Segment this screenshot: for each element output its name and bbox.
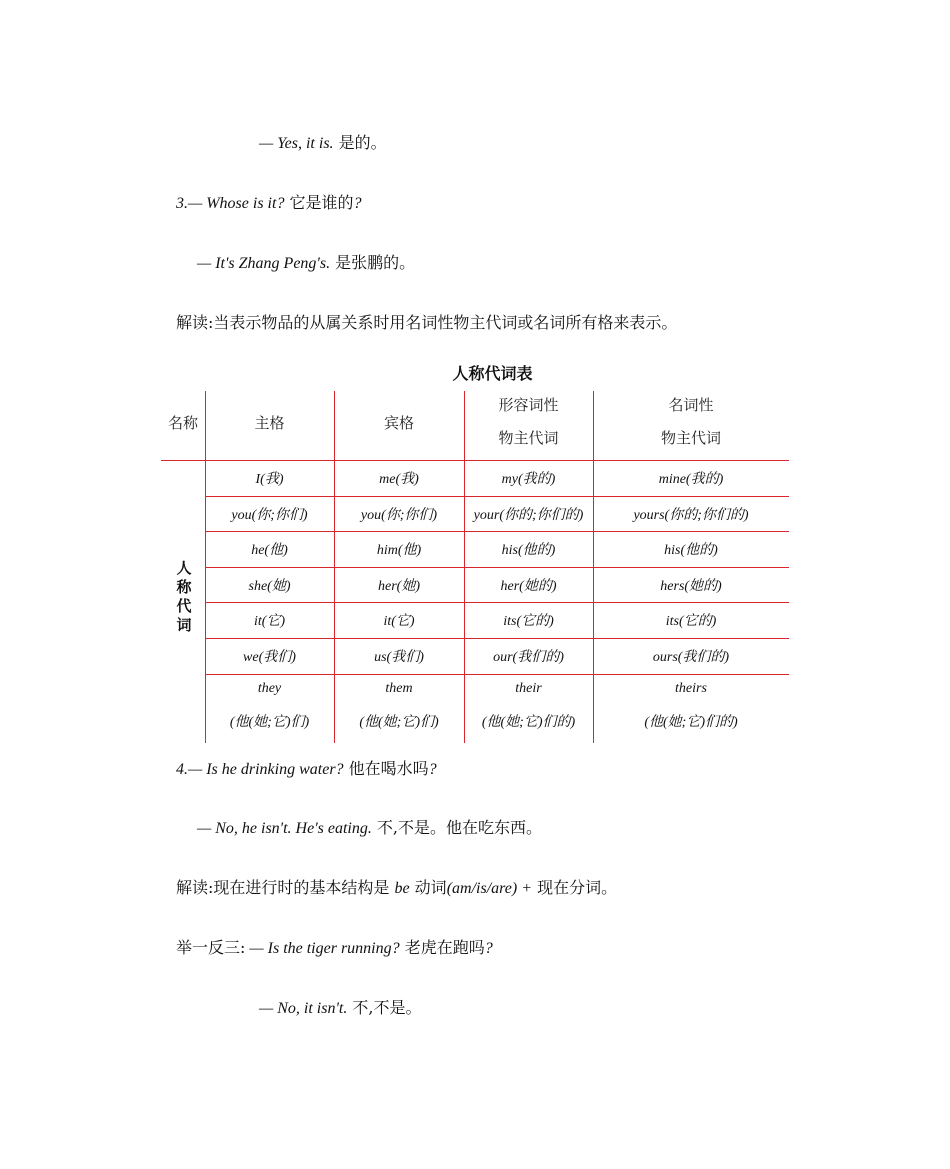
table-cell: ours(我们的) <box>652 650 730 665</box>
chinese-text: 不,不是。他在吃东西。 <box>371 818 543 837</box>
cell-line: they <box>257 681 282 696</box>
english-text: — No, it isn't. <box>259 1000 348 1017</box>
header-noun-possessive <box>593 389 789 455</box>
example-answer-3 <box>197 253 415 274</box>
table-cell: hers(她的) <box>660 578 722 594</box>
chinese-text: 不,不是。 <box>347 998 422 1017</box>
table-cell: yours(你的;你们的) <box>633 507 749 523</box>
example-question-3 <box>176 193 362 214</box>
side-label-personal-pronoun: 人称代词 <box>176 559 192 634</box>
english-text: 3.— Whose is it? <box>176 195 285 212</box>
header-subject: 主格 <box>254 413 285 432</box>
question-mark: ? <box>353 195 362 212</box>
example-answer-line <box>259 133 387 154</box>
table-cell <box>593 672 789 740</box>
table-cell: her(她的) <box>500 578 557 594</box>
english-text: — No, he isn't. He's eating. <box>197 820 372 837</box>
explanation-text: 解读:现在进行时的基本结构是 <box>176 878 395 897</box>
header-line: 形容词性 <box>498 396 559 414</box>
explanation-line-2 <box>176 878 617 899</box>
cell-line: their <box>515 681 542 696</box>
table-cell <box>334 672 464 740</box>
chinese-text: 是张鹏的。 <box>330 253 416 272</box>
cell-line: (他(她;它)们) <box>229 715 310 730</box>
table-cell: his(他的) <box>501 543 556 558</box>
table-cell: its(它的) <box>503 614 554 629</box>
question-mark: ? <box>428 761 437 778</box>
table-cell: me(我) <box>379 472 419 487</box>
table-cell: him(他) <box>376 543 422 558</box>
chinese-text: 他在喝水吗 <box>343 759 429 778</box>
header-line: 物主代词 <box>660 429 721 447</box>
table-cell: your(你的;你们的) <box>473 507 584 523</box>
cell-line: (他(她;它)们的) <box>481 715 576 730</box>
english-text: 4.— Is he drinking water? <box>176 761 344 778</box>
table-cell <box>205 672 334 740</box>
table-cell: her(她) <box>378 578 420 594</box>
english-text: — Is the tiger running? <box>245 940 400 957</box>
table-cell: it(它) <box>253 614 286 629</box>
header-name: 名称 <box>167 413 198 432</box>
header-line: 物主代词 <box>498 429 559 447</box>
cell-line: (他(她;它)们的) <box>644 715 738 730</box>
table-cell: I(我) <box>255 472 284 487</box>
table-cell: our(我们的) <box>493 650 564 665</box>
pronoun-table <box>161 391 789 743</box>
explanation-line-1 <box>176 313 677 333</box>
english-text: — It's Zhang Peng's. <box>197 255 331 272</box>
table-title: 人称代词表 <box>452 364 533 383</box>
chinese-text: 它是谁的 <box>284 193 354 212</box>
english-text: (am/is/are) + <box>446 880 532 897</box>
example-question-4 <box>176 759 437 780</box>
header-adjective-possessive <box>464 389 593 455</box>
english-text: be <box>394 880 410 897</box>
cell-line: theirs <box>675 681 707 696</box>
table-cell <box>464 672 593 740</box>
cell-line: (他(她;它)们) <box>359 715 439 730</box>
table-cell: you(你;你们) <box>231 507 308 523</box>
header-line: 名词性 <box>668 396 714 414</box>
explanation-text: 动词 <box>409 878 447 897</box>
chinese-text: 是的。 <box>333 133 387 152</box>
table-cell: my(我的) <box>501 472 556 487</box>
extension-label: 举一反三: <box>176 938 246 957</box>
extension-answer <box>259 998 422 1019</box>
example-answer-4 <box>197 818 542 839</box>
table-cell: mine(我的) <box>658 472 724 487</box>
table-cell: us(我们) <box>374 650 424 665</box>
header-object: 宾格 <box>383 413 414 432</box>
table-cell: he(他) <box>251 543 288 558</box>
explanation-text: 现在分词。 <box>532 878 618 897</box>
table-cell: its(它的) <box>665 614 717 629</box>
table-cell: she(她) <box>248 578 291 594</box>
explanation-text: 解读:当表示物品的从属关系时用名词性物主代词或名词所有格来表示。 <box>176 313 678 332</box>
cell-line: them <box>385 681 413 696</box>
table-cell: you(你;你们) <box>360 507 438 523</box>
english-text: — Yes, it is. <box>259 135 334 152</box>
chinese-text: 老虎在跑吗 <box>399 938 485 957</box>
table-cell: it(它) <box>383 614 415 629</box>
table-cell: we(我们) <box>243 650 296 665</box>
extension-question <box>176 938 493 959</box>
table-cell: his(他的) <box>664 543 718 558</box>
question-mark: ? <box>484 940 493 957</box>
